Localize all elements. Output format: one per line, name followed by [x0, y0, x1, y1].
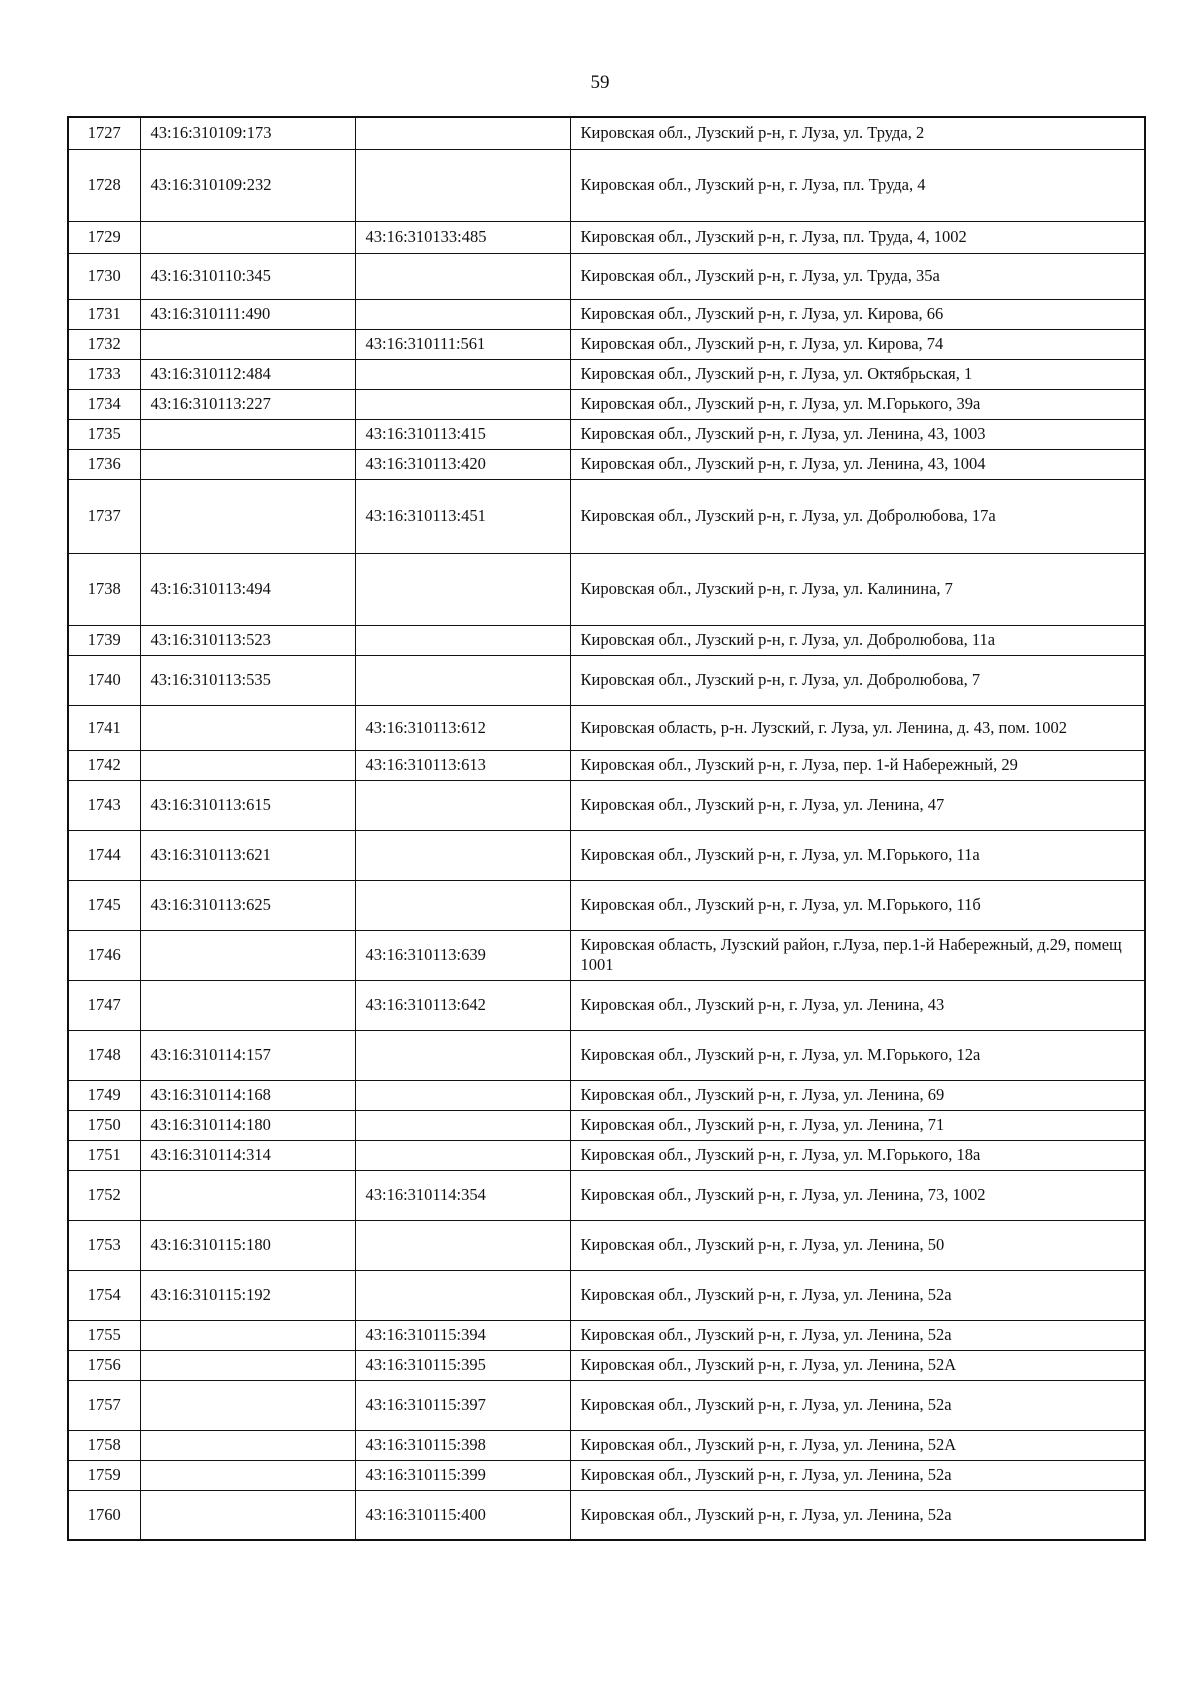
row-number-cell: 1736 — [68, 449, 140, 479]
building-cadastral-number-cell: 43:16:310113:639 — [355, 930, 570, 980]
land-cadastral-number-cell — [140, 1460, 355, 1490]
address-cell: Кировская обл., Лузский р-н, г. Луза, ул. Ленина, 52А — [570, 1430, 1145, 1460]
building-cadastral-number-cell: 43:16:310113:451 — [355, 479, 570, 553]
row-number-cell: 1752 — [68, 1170, 140, 1220]
building-cadastral-number-cell: 43:16:310115:400 — [355, 1490, 570, 1540]
property-registry-table — [67, 116, 1146, 1541]
table-row — [68, 655, 1145, 705]
land-cadastral-number-cell — [140, 1380, 355, 1430]
table-row — [68, 625, 1145, 655]
land-cadastral-number-cell: 43:16:310112:484 — [140, 359, 355, 389]
address-cell: Кировская обл., Лузский р-н, г. Луза, пер. 1-й Набережный, 29 — [570, 750, 1145, 780]
address-cell: Кировская обл., Лузский р-н, г. Луза, ул. Ленина, 43, 1003 — [570, 419, 1145, 449]
building-cadastral-number-cell: 43:16:310115:399 — [355, 1460, 570, 1490]
land-cadastral-number-cell: 43:16:310109:173 — [140, 117, 355, 149]
building-cadastral-number-cell: 43:16:310113:642 — [355, 980, 570, 1030]
building-cadastral-number-cell: 43:16:310113:612 — [355, 705, 570, 750]
address-cell: Кировская обл., Лузский р-н, г. Луза, ул. Ленина, 43, 1004 — [570, 449, 1145, 479]
row-number-cell: 1757 — [68, 1380, 140, 1430]
address-cell: Кировская обл., Лузский р-н, г. Луза, ул. Труда, 35а — [570, 253, 1145, 299]
table-row — [68, 1030, 1145, 1080]
land-cadastral-number-cell: 43:16:310115:180 — [140, 1220, 355, 1270]
land-cadastral-number-cell — [140, 419, 355, 449]
address-cell: Кировская область, р-н. Лузский, г. Луза, ул. Ленина, д. 43, пом. 1002 — [570, 705, 1145, 750]
table-row — [68, 1170, 1145, 1220]
address-cell: Кировская обл., Лузский р-н, г. Луза, ул. М.Горького, 11б — [570, 880, 1145, 930]
address-cell: Кировская область, Лузский район, г.Луза, пер.1-й Набережный, д.29, помещ 1001 — [570, 930, 1145, 980]
land-cadastral-number-cell: 43:16:310113:621 — [140, 830, 355, 880]
address-cell: Кировская обл., Лузский р-н, г. Луза, ул. Октябрьская, 1 — [570, 359, 1145, 389]
address-cell: Кировская обл., Лузский р-н, г. Луза, пл. Труда, 4, 1002 — [570, 221, 1145, 253]
address-cell: Кировская обл., Лузский р-н, г. Луза, пл. Труда, 4 — [570, 149, 1145, 221]
building-cadastral-number-cell — [355, 149, 570, 221]
address-cell: Кировская обл., Лузский р-н, г. Луза, ул. Ленина, 73, 1002 — [570, 1170, 1145, 1220]
row-number-cell: 1760 — [68, 1490, 140, 1540]
address-cell: Кировская обл., Лузский р-н, г. Луза, ул. Ленина, 69 — [570, 1080, 1145, 1110]
address-cell: Кировская обл., Лузский р-н, г. Луза, ул. Ленина, 52а — [570, 1320, 1145, 1350]
table-row — [68, 780, 1145, 830]
address-cell: Кировская обл., Лузский р-н, г. Луза, ул. Калинина, 7 — [570, 553, 1145, 625]
land-cadastral-number-cell — [140, 1170, 355, 1220]
land-cadastral-number-cell — [140, 1320, 355, 1350]
building-cadastral-number-cell — [355, 1220, 570, 1270]
row-number-cell: 1746 — [68, 930, 140, 980]
land-cadastral-number-cell — [140, 705, 355, 750]
land-cadastral-number-cell — [140, 1490, 355, 1540]
address-cell: Кировская обл., Лузский р-н, г. Луза, ул. Добролюбова, 17а — [570, 479, 1145, 553]
land-cadastral-number-cell: 43:16:310113:625 — [140, 880, 355, 930]
building-cadastral-number-cell: 43:16:310115:398 — [355, 1430, 570, 1460]
address-cell: Кировская обл., Лузский р-н, г. Луза, ул. М.Горького, 18а — [570, 1140, 1145, 1170]
table-row — [68, 1220, 1145, 1270]
land-cadastral-number-cell: 43:16:310114:168 — [140, 1080, 355, 1110]
address-cell: Кировская обл., Лузский р-н, г. Луза, ул. Ленина, 52а — [570, 1460, 1145, 1490]
address-cell: Кировская обл., Лузский р-н, г. Луза, ул. М.Горького, 39а — [570, 389, 1145, 419]
table-row — [68, 980, 1145, 1030]
table-row — [68, 329, 1145, 359]
table-row — [68, 359, 1145, 389]
building-cadastral-number-cell — [355, 880, 570, 930]
address-cell: Кировская обл., Лузский р-н, г. Луза, ул. Ленина, 47 — [570, 780, 1145, 830]
land-cadastral-number-cell: 43:16:310115:192 — [140, 1270, 355, 1320]
row-number-cell: 1727 — [68, 117, 140, 149]
row-number-cell: 1739 — [68, 625, 140, 655]
land-cadastral-number-cell — [140, 980, 355, 1030]
building-cadastral-number-cell — [355, 389, 570, 419]
land-cadastral-number-cell: 43:16:310113:535 — [140, 655, 355, 705]
table-row — [68, 479, 1145, 553]
row-number-cell: 1745 — [68, 880, 140, 930]
table-row — [68, 1460, 1145, 1490]
land-cadastral-number-cell: 43:16:310114:157 — [140, 1030, 355, 1080]
row-number-cell: 1729 — [68, 221, 140, 253]
building-cadastral-number-cell — [355, 117, 570, 149]
land-cadastral-number-cell — [140, 1350, 355, 1380]
address-cell: Кировская обл., Лузский р-н, г. Луза, ул. Ленина, 50 — [570, 1220, 1145, 1270]
address-cell: Кировская обл., Лузский р-н, г. Луза, ул. Добролюбова, 11а — [570, 625, 1145, 655]
table-row — [68, 299, 1145, 329]
row-number-cell: 1733 — [68, 359, 140, 389]
building-cadastral-number-cell: 43:16:310111:561 — [355, 329, 570, 359]
building-cadastral-number-cell — [355, 625, 570, 655]
table-row — [68, 1110, 1145, 1140]
building-cadastral-number-cell — [355, 655, 570, 705]
table-row — [68, 1430, 1145, 1460]
table-row — [68, 1080, 1145, 1110]
row-number-cell: 1744 — [68, 830, 140, 880]
building-cadastral-number-cell: 43:16:310133:485 — [355, 221, 570, 253]
address-cell: Кировская обл., Лузский р-н, г. Луза, ул. Ленина, 52а — [570, 1270, 1145, 1320]
row-number-cell: 1743 — [68, 780, 140, 830]
table-row — [68, 750, 1145, 780]
building-cadastral-number-cell — [355, 553, 570, 625]
address-cell: Кировская обл., Лузский р-н, г. Луза, ул. Ленина, 52а — [570, 1490, 1145, 1540]
address-cell: Кировская обл., Лузский р-н, г. Луза, ул. Труда, 2 — [570, 117, 1145, 149]
building-cadastral-number-cell — [355, 359, 570, 389]
land-cadastral-number-cell: 43:16:310110:345 — [140, 253, 355, 299]
row-number-cell: 1742 — [68, 750, 140, 780]
row-number-cell: 1738 — [68, 553, 140, 625]
building-cadastral-number-cell — [355, 830, 570, 880]
table-row — [68, 1320, 1145, 1350]
building-cadastral-number-cell: 43:16:310115:395 — [355, 1350, 570, 1380]
building-cadastral-number-cell — [355, 1030, 570, 1080]
address-cell: Кировская обл., Лузский р-н, г. Луза, ул. Ленина, 71 — [570, 1110, 1145, 1140]
row-number-cell: 1756 — [68, 1350, 140, 1380]
land-cadastral-number-cell: 43:16:310113:615 — [140, 780, 355, 830]
row-number-cell: 1755 — [68, 1320, 140, 1350]
building-cadastral-number-cell — [355, 780, 570, 830]
table-row — [68, 1270, 1145, 1320]
row-number-cell: 1759 — [68, 1460, 140, 1490]
table-row — [68, 1380, 1145, 1430]
land-cadastral-number-cell — [140, 221, 355, 253]
table-row — [68, 389, 1145, 419]
table-row — [68, 830, 1145, 880]
land-cadastral-number-cell — [140, 750, 355, 780]
land-cadastral-number-cell — [140, 449, 355, 479]
building-cadastral-number-cell — [355, 299, 570, 329]
table-row — [68, 1350, 1145, 1380]
land-cadastral-number-cell: 43:16:310113:523 — [140, 625, 355, 655]
table-row — [68, 221, 1145, 253]
row-number-cell: 1731 — [68, 299, 140, 329]
building-cadastral-number-cell — [355, 1110, 570, 1140]
row-number-cell: 1737 — [68, 479, 140, 553]
land-cadastral-number-cell: 43:16:310114:180 — [140, 1110, 355, 1140]
row-number-cell: 1735 — [68, 419, 140, 449]
row-number-cell: 1741 — [68, 705, 140, 750]
table-row — [68, 880, 1145, 930]
address-cell: Кировская обл., Лузский р-н, г. Луза, ул. М.Горького, 11а — [570, 830, 1145, 880]
page-number: 59 — [590, 72, 610, 93]
table-row — [68, 419, 1145, 449]
land-cadastral-number-cell — [140, 1430, 355, 1460]
building-cadastral-number-cell: 43:16:310115:397 — [355, 1380, 570, 1430]
table-row — [68, 117, 1145, 149]
building-cadastral-number-cell — [355, 1140, 570, 1170]
address-cell: Кировская обл., Лузский р-н, г. Луза, ул. М.Горького, 12а — [570, 1030, 1145, 1080]
building-cadastral-number-cell — [355, 253, 570, 299]
address-cell: Кировская обл., Лузский р-н, г. Луза, ул. Кирова, 74 — [570, 329, 1145, 359]
building-cadastral-number-cell: 43:16:310115:394 — [355, 1320, 570, 1350]
address-cell: Кировская обл., Лузский р-н, г. Луза, ул. Кирова, 66 — [570, 299, 1145, 329]
building-cadastral-number-cell: 43:16:310113:420 — [355, 449, 570, 479]
table-row — [68, 1490, 1145, 1540]
table-row — [68, 149, 1145, 221]
table-row — [68, 930, 1145, 980]
address-cell: Кировская обл., Лузский р-н, г. Луза, ул. Ленина, 52а — [570, 1380, 1145, 1430]
land-cadastral-number-cell: 43:16:310109:232 — [140, 149, 355, 221]
row-number-cell: 1747 — [68, 980, 140, 1030]
row-number-cell: 1753 — [68, 1220, 140, 1270]
row-number-cell: 1758 — [68, 1430, 140, 1460]
building-cadastral-number-cell — [355, 1270, 570, 1320]
table-row — [68, 705, 1145, 750]
row-number-cell: 1740 — [68, 655, 140, 705]
building-cadastral-number-cell: 43:16:310113:415 — [355, 419, 570, 449]
address-cell: Кировская обл., Лузский р-н, г. Луза, ул. Ленина, 43 — [570, 980, 1145, 1030]
address-cell: Кировская обл., Лузский р-н, г. Луза, ул. Добролюбова, 7 — [570, 655, 1145, 705]
row-number-cell: 1751 — [68, 1140, 140, 1170]
row-number-cell: 1749 — [68, 1080, 140, 1110]
row-number-cell: 1748 — [68, 1030, 140, 1080]
row-number-cell: 1734 — [68, 389, 140, 419]
table-row — [68, 449, 1145, 479]
building-cadastral-number-cell — [355, 1080, 570, 1110]
land-cadastral-number-cell: 43:16:310113:494 — [140, 553, 355, 625]
row-number-cell: 1730 — [68, 253, 140, 299]
land-cadastral-number-cell: 43:16:310111:490 — [140, 299, 355, 329]
land-cadastral-number-cell: 43:16:310113:227 — [140, 389, 355, 419]
address-cell: Кировская обл., Лузский р-н, г. Луза, ул. Ленина, 52А — [570, 1350, 1145, 1380]
building-cadastral-number-cell: 43:16:310113:613 — [355, 750, 570, 780]
building-cadastral-number-cell: 43:16:310114:354 — [355, 1170, 570, 1220]
row-number-cell: 1728 — [68, 149, 140, 221]
land-cadastral-number-cell: 43:16:310114:314 — [140, 1140, 355, 1170]
land-cadastral-number-cell — [140, 930, 355, 980]
row-number-cell: 1732 — [68, 329, 140, 359]
registry-table-body — [68, 117, 1145, 1540]
row-number-cell: 1750 — [68, 1110, 140, 1140]
land-cadastral-number-cell — [140, 329, 355, 359]
table-row — [68, 553, 1145, 625]
table-row — [68, 253, 1145, 299]
row-number-cell: 1754 — [68, 1270, 140, 1320]
table-row — [68, 1140, 1145, 1170]
land-cadastral-number-cell — [140, 479, 355, 553]
